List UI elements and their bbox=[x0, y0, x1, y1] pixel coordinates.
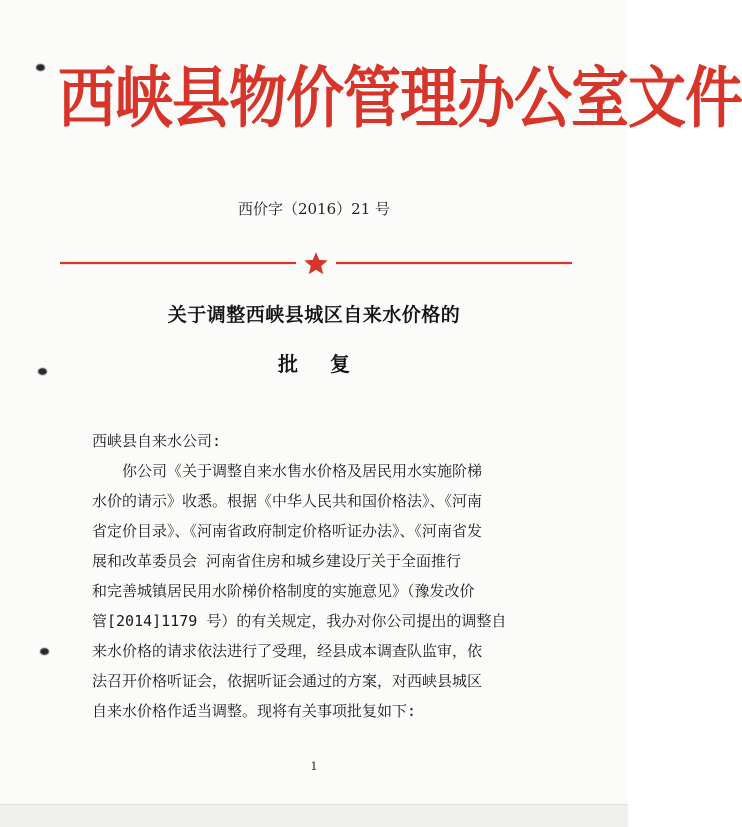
body-paragraph bbox=[92, 456, 532, 726]
letterhead-title: 西峡县物价管理办公室文件 bbox=[58, 58, 742, 138]
paragraph-line: 管[2014]1179 号）的有关规定，我办对你公司提出的调整自 bbox=[92, 612, 507, 630]
paragraph-line: 你公司《关于调整自来水售水价格及居民用水实施阶梯 bbox=[122, 462, 483, 480]
page-bottom-edge bbox=[0, 804, 628, 827]
document-title-reply: 批复 bbox=[278, 352, 382, 376]
page-number: 1 bbox=[310, 760, 318, 773]
paragraph-line: 水价的请示》收悉。根据《中华人民共和国价格法》、《河南 bbox=[92, 492, 483, 510]
paragraph-line: 法召开价格听证会，依据听证会通过的方案，对西峡县城区 bbox=[92, 672, 483, 690]
paragraph-line: 来水价格的请求依法进行了受理，经县成本调查队监审，依 bbox=[92, 642, 483, 660]
document-title: 关于调整西峡县城区自来水价格的 bbox=[167, 304, 461, 326]
star-icon bbox=[304, 252, 328, 274]
paragraph-line: 自来水价格作适当调整。现将有关事项批复如下: bbox=[92, 702, 417, 720]
red-divider bbox=[60, 251, 572, 275]
paragraph-line: 展和改革委员会 河南省住房和城乡建设厅关于全面推行 bbox=[92, 552, 462, 570]
document-number: 西价字（2016）21 号 bbox=[237, 200, 391, 218]
star-divider-graphic bbox=[60, 251, 572, 275]
paragraph-line: 和完善城镇居民用水阶梯价格制度的实施意见》（豫发改价 bbox=[92, 582, 475, 600]
binding-hole-mark bbox=[40, 648, 49, 655]
binding-hole-mark bbox=[36, 64, 45, 71]
paragraph-line: 省定价目录》、《河南省政府制定价格听证办法》、《河南省发 bbox=[92, 522, 483, 540]
salutation: 西峡县自来水公司: bbox=[92, 432, 222, 450]
